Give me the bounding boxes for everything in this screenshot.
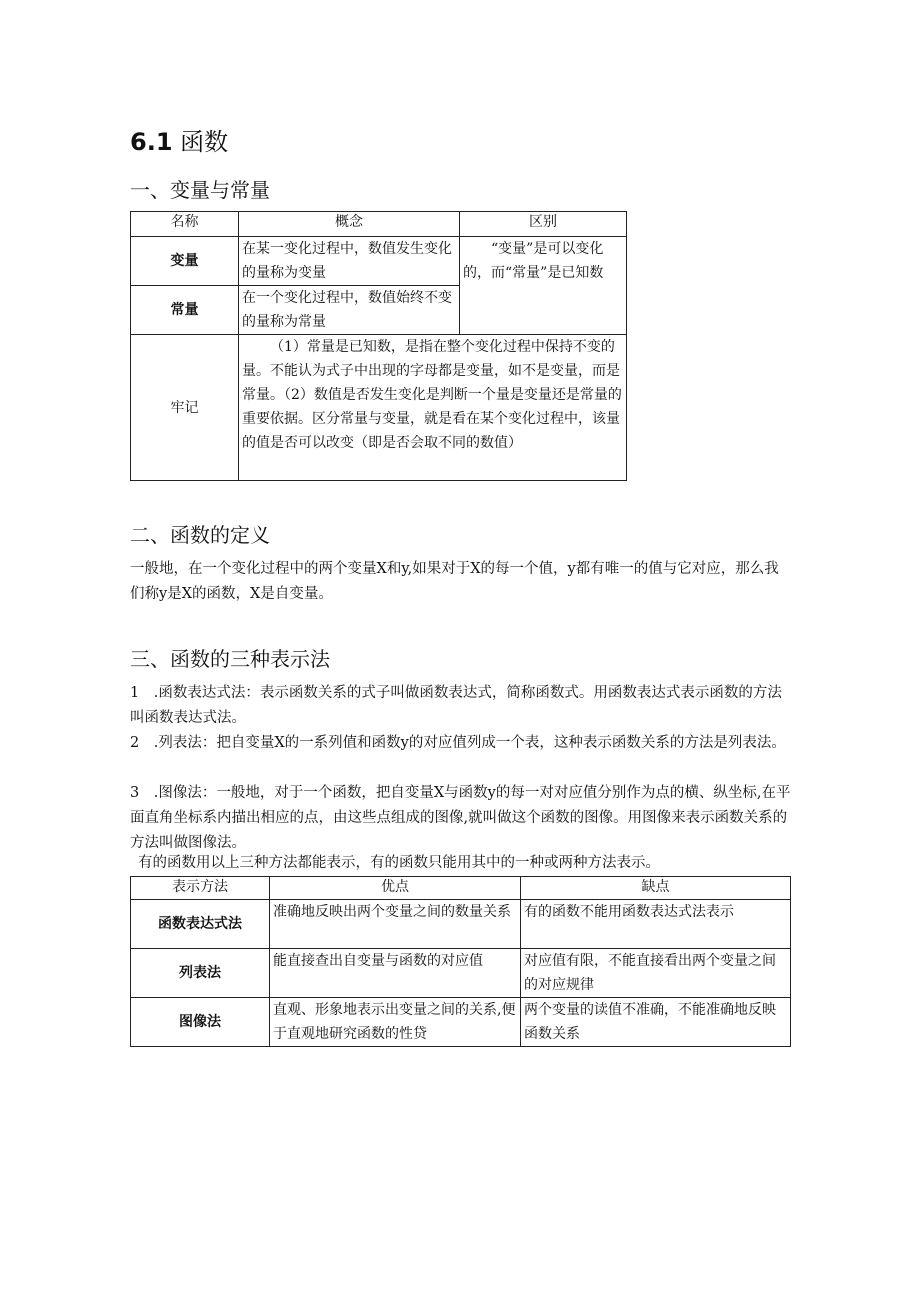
pro-list: 能直接查出自变量与函数的对应值: [270, 949, 521, 998]
pro-graph: 直观、形象地表示出变量之间的关系,便于直观地研究函数的性贷: [270, 998, 521, 1047]
constant-name: 常量: [131, 286, 239, 335]
header-difference: 区别: [460, 212, 627, 237]
variable-name: 变量: [131, 237, 239, 286]
method-expression: 函数表达式法: [131, 900, 270, 949]
con-graph: 两个变量的读值不准确，不能准确地反映函数关系: [521, 998, 791, 1047]
title-number: 6.1: [130, 128, 173, 156]
header-name: 名称: [131, 212, 239, 237]
remember-text: （1）常量是已知数，是指在整个变化过程中保持不变的量。不能认为式子中出现的字母都是变量，如不是变量，而是常量。（2）数值是否发生变化是判断一个量是变量还是常量的重要依据。区分常量与变量，就是看在某个变化过程中，该量的值是否可以改变（即是否会取不同的数值）: [239, 335, 627, 481]
variable-concept: 在某一变化过程中，数值发生变化的量称为变量: [239, 237, 460, 286]
con-list: 对应值有限，不能直接看出两个变量之间的对应规律: [521, 949, 791, 998]
title-text: 函数: [180, 128, 229, 156]
section1-heading: 一、变量与常量: [130, 178, 270, 202]
header-con: 缺点: [521, 877, 791, 900]
method-graph: 图像法: [131, 998, 270, 1047]
variable-constant-table: [130, 211, 627, 481]
header-pro: 优点: [270, 877, 521, 900]
definition-paragraph: 一般地，在一个变化过程中的两个变量X和y,如果对于X的每一个值，y都有唯一的值与它对应，那么我们称y是X的函数，X是自变量。: [130, 561, 779, 602]
method-item-1: 1 .函数表达式法：表示函数关系的式子叫做函数表达式，简称函数式。用函数表达式表示函数的方法叫函数表达式法。: [130, 685, 782, 726]
difference-cell: “变量”是可以变化的，而“常量”是已知数: [460, 237, 627, 335]
section2-heading: 二、函数的定义: [130, 523, 270, 547]
header-concept: 概念: [239, 212, 460, 237]
method-list: 列表法: [131, 949, 270, 998]
section3-heading: 三、函数的三种表示法: [130, 647, 330, 671]
page-title: [130, 122, 228, 157]
method-item-2: 2 .列表法：把自变量X的一系列值和函数y的对应值列成一个表，这种表示函数关系的方法是列表法。: [130, 735, 786, 751]
con-expression: 有的函数不能用函数表达式法表示: [521, 900, 791, 949]
constant-concept: 在一个变化过程中，数值始终不变的量称为常量: [239, 286, 460, 335]
pro-expression: 准确地反映出两个变量之间的数量关系: [270, 900, 521, 949]
methods-table: [130, 876, 791, 1047]
method-item-3: 3 .图像法：一般地，对于一个函数，把自变量X与函数y的每一对对应值分别作为点的横、纵坐标,在平面直角坐标系内描出相应的点，由这些点组成的图像,就叫做这个函数的图像。用图像来表示函数关系的方法叫做图像法。: [130, 785, 791, 851]
remember-name: 牢记: [131, 335, 239, 481]
methods-note: 有的函数用以上三种方法都能表示，有的函数只能用其中的一种或两种方法表示。: [138, 855, 660, 871]
header-method: 表示方法: [131, 877, 270, 900]
